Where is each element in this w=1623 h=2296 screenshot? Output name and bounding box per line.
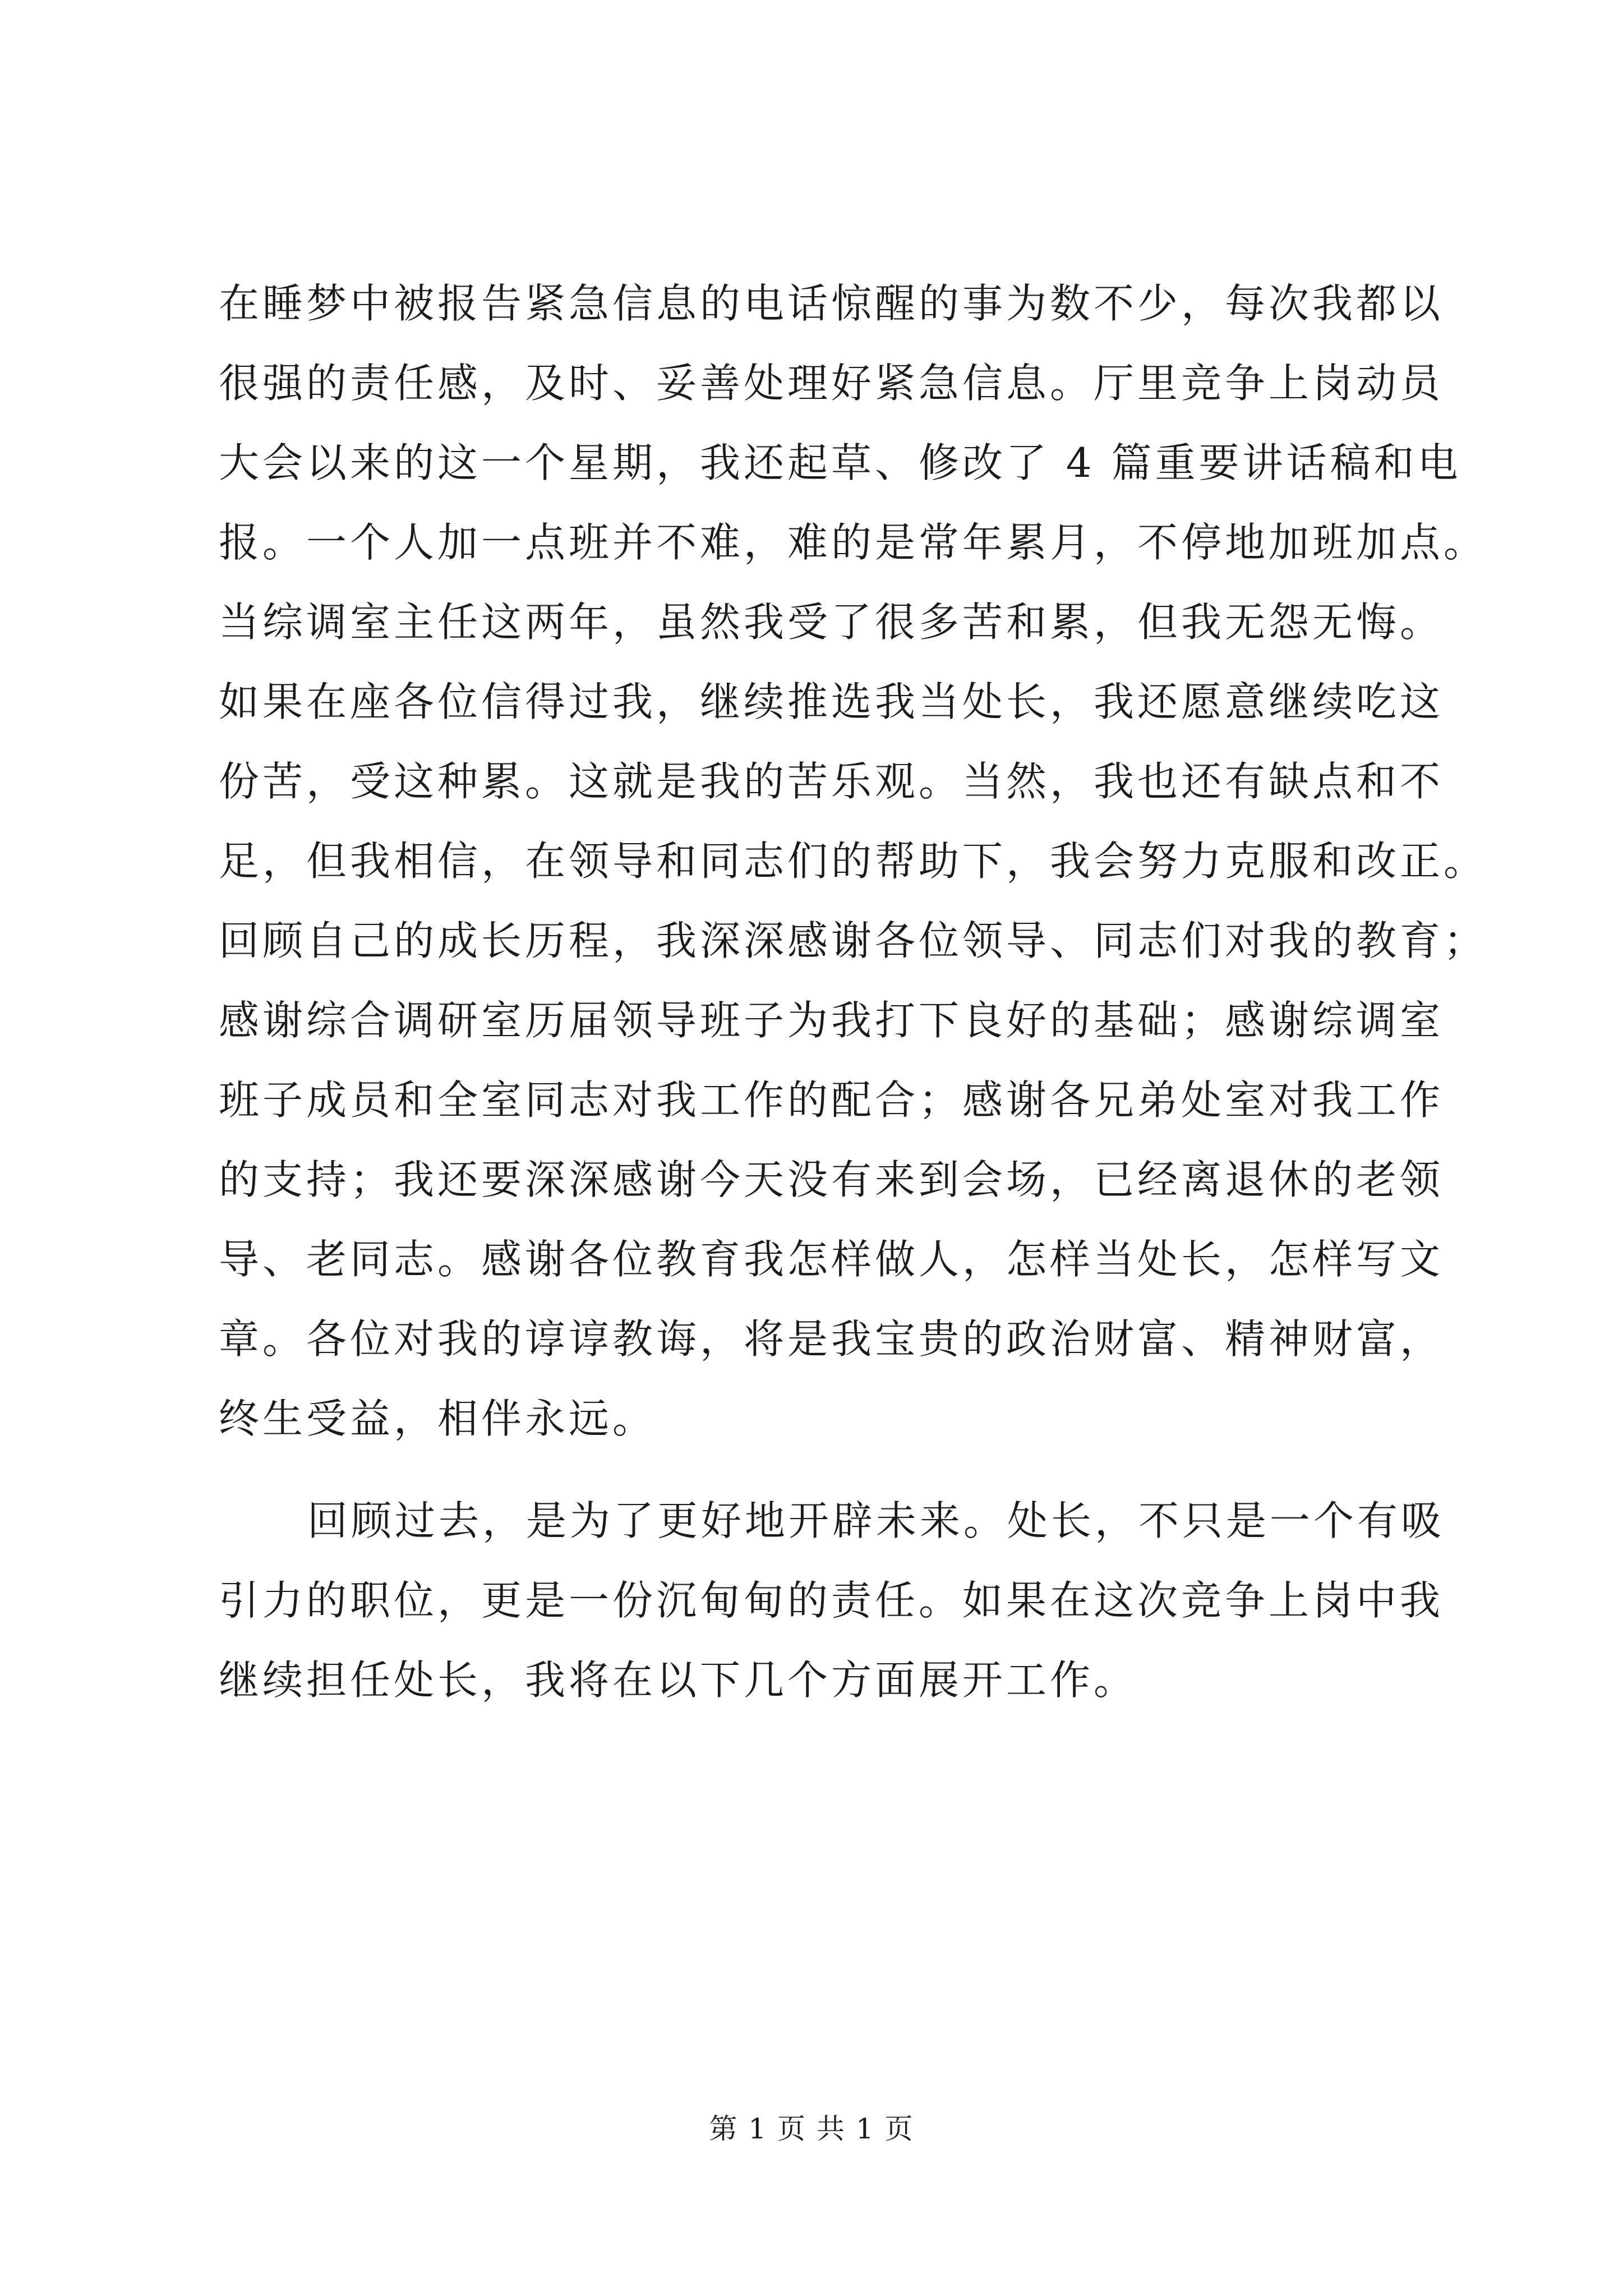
paragraph-1-line-6: 如果在座各位信得过我，继续推选我当处长，我还愿意继续吃这 [219, 678, 1444, 725]
page-footer [0, 2109, 1623, 2148]
paragraph-1-line-12: 的支持；我还要深深感谢今天没有来到会场，已经离退休的老领 [219, 1156, 1444, 1203]
paragraph-1-line-7: 份苦，受这种累。这就是我的苦乐观。当然，我也还有缺点和不 [219, 758, 1444, 805]
paragraph-2-line-2: 引力的职位，更是一份沉甸甸的责任。如果在这次竞争上岗中我 [219, 1577, 1444, 1624]
paragraph-spacer [219, 1458, 1419, 1481]
paragraph-1-line-9: 回顾自己的成长历程，我深深感谢各位领导、同志们对我的教育； [219, 917, 1488, 964]
paragraph-1-line-1: 在睡梦中被报告紧急信息的电话惊醒的事为数不少，每次我都以 [219, 280, 1444, 327]
paragraph-1-line-3: 大会以来的这一个星期，我还起草、修改了 4 篇重要讲话稿和电 [219, 439, 1461, 486]
paragraph-1-line-14: 章。各位对我的谆谆教诲，将是我宝贵的政治财富、精神财富， [219, 1315, 1444, 1363]
page-number-label: 第 1 页 共 1 页 [709, 2113, 914, 2145]
paragraph-1-line-5: 当综调室主任这两年，虽然我受了很多苦和累，但我无怨无悔。 [219, 599, 1444, 646]
paragraph-1-line-10: 感谢综合调研室历届领导班子为我打下良好的基础；感谢综调室 [219, 997, 1444, 1044]
paragraph-1-line-8: 足，但我相信，在领导和同志们的帮助下，我会努力克服和改正。 [219, 838, 1488, 885]
paragraph-1-line-4: 报。一个人加一点班并不难，难的是常年累月，不停地加班加点。 [219, 519, 1488, 566]
paragraph-1-line-13: 导、老同志。感谢各位教育我怎样做人，怎样当处长，怎样写文 [219, 1236, 1444, 1283]
paragraph-2-line-1: 回顾过去，是为了更好地开辟未来。处长，不只是一个有吸 [307, 1497, 1445, 1544]
paragraph-2-line-3: 继续担任处长，我将在以下几个方面展开工作。 [219, 1657, 1138, 1704]
paragraph-1-line-2: 很强的责任感，及时、妥善处理好紧急信息。厅里竞争上岗动员 [219, 360, 1444, 407]
document-body [219, 264, 1488, 1720]
paragraph-1-line-11: 班子成员和全室同志对我工作的配合；感谢各兄弟处室对我工作 [219, 1076, 1444, 1124]
paragraph-1-line-15: 终生受益，相伴永远。 [219, 1395, 657, 1442]
